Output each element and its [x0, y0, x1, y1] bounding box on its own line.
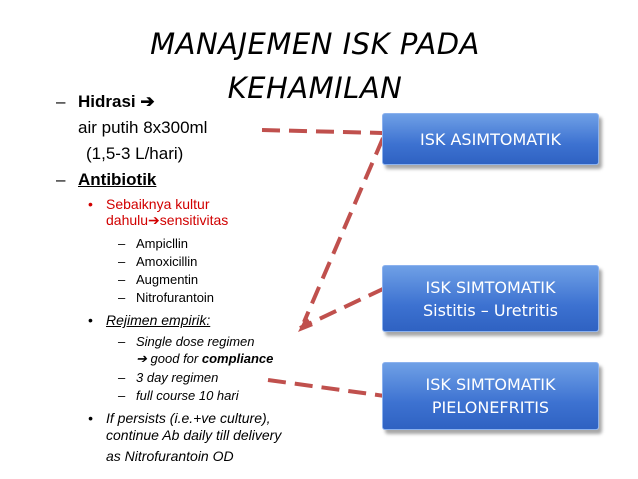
bullet-marker: • [88, 312, 93, 328]
arrow-icon: ➔ [148, 212, 160, 228]
connector-course-to-pielonefritis [268, 380, 385, 396]
dash-marker: – [56, 92, 66, 111]
single-dose-line1: Single dose regimen [136, 334, 255, 349]
dash-marker: – [118, 272, 126, 287]
persists-line2: continue Ab daily till delivery [106, 427, 282, 443]
connector-arrowhead [298, 316, 313, 332]
empirik-label: Rejimen empirik: [106, 312, 211, 328]
hidrasi-line3: (1,5-3 L/hari) [86, 144, 184, 163]
dash-marker: – [118, 236, 126, 251]
drug-item: Augmentin [136, 272, 199, 287]
connector-sistitis-to-empirik [300, 288, 385, 328]
page-title [100, 22, 530, 110]
arrow-icon: ➔ [140, 92, 155, 111]
hidrasi-label: Hidrasi ➔ [78, 92, 155, 111]
dash-marker: – [118, 388, 126, 403]
kultur-line2: dahulu➔sensitivitas [106, 212, 229, 228]
box-line2: PIELONEFRITIS [431, 398, 550, 417]
antibiotik-label: Antibiotik [78, 170, 157, 189]
full-course: full course 10 hari [136, 388, 239, 403]
box-line1: ISK ASIMTOMATIK [420, 129, 561, 149]
dash-marker: – [56, 170, 66, 189]
dash-marker: – [118, 254, 126, 269]
dash-marker: – [118, 334, 126, 349]
persists-line1: If persists (i.e.+ve culture), [106, 410, 271, 426]
three-day-regimen: 3 day regimen [136, 370, 219, 385]
bullet-marker: • [88, 196, 93, 212]
drug-item: Ampicllin [136, 236, 189, 251]
box-line1: ISK SIMTOMATIK [425, 277, 556, 297]
box-line2: Sistitis – Uretritis [422, 300, 558, 320]
persists-line3: as Nitrofurantoin OD [106, 448, 234, 464]
page-title-line2: KEHAMILAN [227, 71, 403, 105]
box-isk-simtomatik-sistitis [382, 265, 599, 332]
single-dose-line2: ➔ good for compliance [136, 351, 274, 366]
kultur-line1: Sebaiknya kultur [106, 196, 210, 212]
drug-item: Nitrofurantoin [136, 290, 215, 305]
bullet-marker: • [88, 410, 93, 426]
dash-marker: – [118, 290, 126, 305]
arrow-icon: ➔ [136, 351, 147, 366]
box-line1: ISK SIMTOMATIK [425, 375, 556, 394]
dash-marker: – [118, 370, 126, 385]
connector-hidrasi-to-asimtomatik [262, 130, 383, 133]
box-isk-simtomatik-pielonefritis [382, 362, 599, 430]
drug-item: Amoxicillin [136, 254, 198, 269]
page-title-line1: MANAJEMEN ISK PADA [150, 27, 480, 61]
box-isk-asimtomatik [382, 113, 599, 165]
hidrasi-line2: air putih 8x300ml [78, 118, 208, 137]
